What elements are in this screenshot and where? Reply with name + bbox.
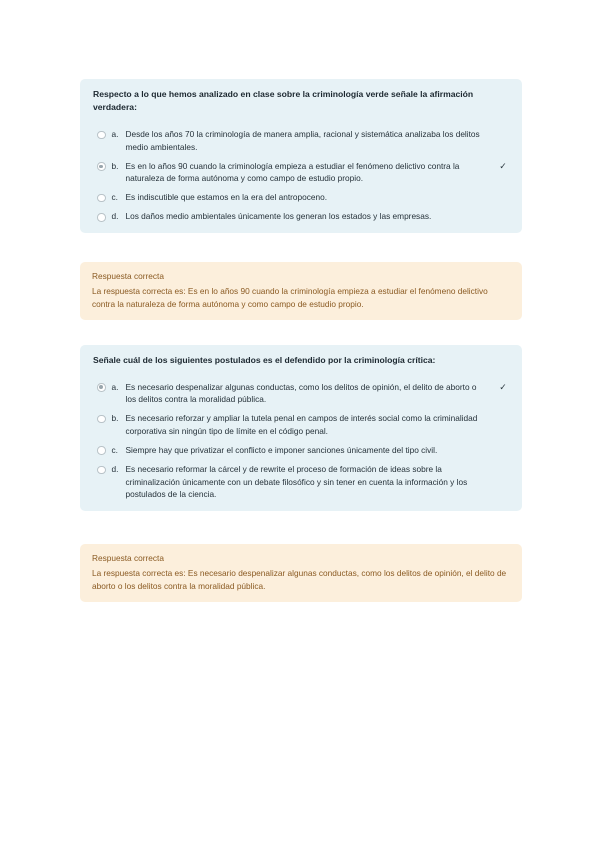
question-2-answer-d[interactable]: d. Es necesario reformar la cárcel y de rewrite el proceso de formación de ideas sobre la criminalización únicamente con un debate filosófico y sin tener en cuenta la información y los postulados de la ciencia. [93, 463, 509, 501]
question-1-answer-d[interactable]: d. Los daños medio ambientales únicamente los generan los estados y las empresas. [93, 210, 509, 223]
question-1-card [80, 79, 522, 233]
radio-button[interactable] [97, 194, 106, 203]
radio-button-selected[interactable] [97, 383, 106, 392]
radio-button[interactable] [97, 446, 106, 455]
question-2-text: Señale cuál de los siguientes postulados es el defendido por la criminología crítica: [93, 355, 436, 365]
question-1-answer-c[interactable]: c. Es indiscutible que estamos en la era del antropoceno. [93, 191, 509, 204]
question-1-answer-a[interactable]: a. Desde los años 70 la criminología de manera amplia, racional y sistemática analizaba los delitos medio ambientales. [93, 128, 509, 153]
question-2-feedback [80, 544, 522, 602]
radio-button[interactable] [97, 131, 106, 140]
check-icon: ✓ [499, 160, 507, 171]
radio-button[interactable] [97, 466, 106, 475]
feedback-text: La respuesta correcta es: Es en lo años 90 cuando la criminología empieza a estudiar el fenómeno delictivo contra la naturaleza de forma autónoma y como campo de estudio propio. [92, 286, 488, 309]
question-2-card [80, 345, 522, 511]
check-icon: ✓ [499, 381, 507, 392]
question-2-answer-b[interactable]: b. Es necesario reforzar y ampliar la tutela penal en campos de interés social como la criminalidad corporativa sin ningún tipo de límite en el código penal. [93, 412, 509, 437]
feedback-title: Respuesta correcta [92, 271, 164, 281]
question-1-feedback [80, 262, 522, 320]
radio-button[interactable] [97, 213, 106, 222]
feedback-text: La respuesta correcta es: Es necesario despenalizar algunas conductas, como los delitos de opinión, el delito de aborto o los delitos contra la moralidad pública. [92, 568, 507, 591]
radio-button-selected[interactable] [97, 162, 106, 171]
question-1-text: Respecto a lo que hemos analizado en clase sobre la criminología verde señale la afirmación verdadera: [93, 89, 474, 112]
radio-button[interactable] [97, 415, 106, 424]
question-2-answer-c[interactable]: c. Siempre hay que privatizar el conflicto e imponer sanciones únicamente del tipo civil. [93, 444, 509, 457]
question-2-answer-a[interactable]: a. Es necesario despenalizar algunas conductas, como los delitos de opinión, el delito de aborto o los delitos contra la moralidad pública. ✓ [93, 381, 509, 406]
feedback-title: Respuesta correcta [92, 553, 164, 563]
question-1-answer-b[interactable]: b. Es en lo años 90 cuando la criminología empieza a estudiar el fenómeno delictivo contra la naturaleza de forma autónoma y como campo de estudio propio. ✓ [93, 160, 509, 185]
